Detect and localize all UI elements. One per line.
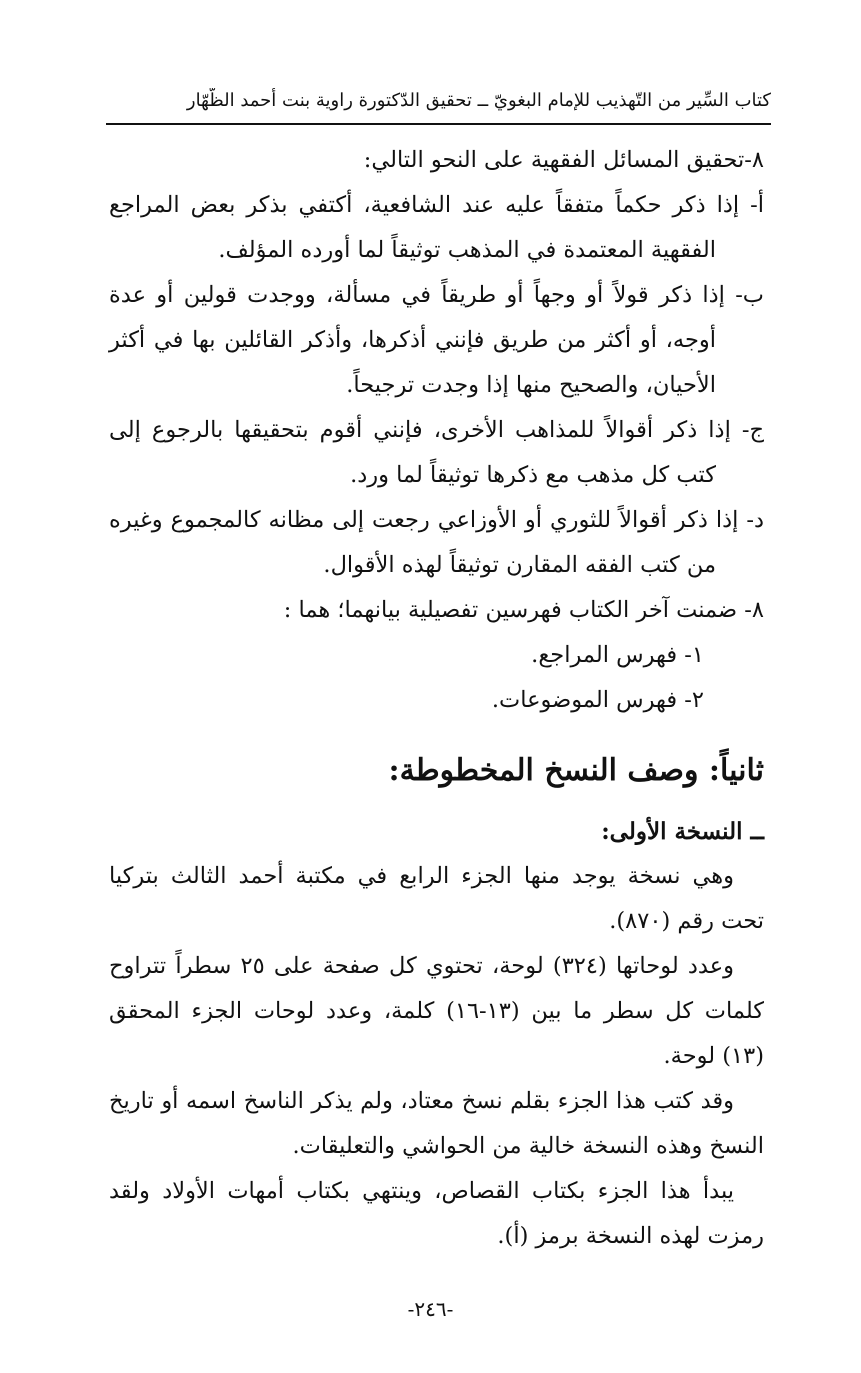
- item-8-point-a: أ- إذا ذكر حكماً متفقاً عليه عند الشافعية، أكتفي بذكر بعض المراجع الفقهية المعتمدة في المذهب توثيقاً لما أورده المؤلف.: [109, 192, 764, 263]
- item-8-point-c: ج- إذا ذكر أقوالاً للمذاهب الأخرى، فإنني أقوم بتحقيقها بالرجوع إلى كتب كل مذهب مع ذكرها توثيقاً لما ورد.: [109, 417, 764, 488]
- item-8-heading: ٨-تحقيق المسائل الفقهية على النحو التالي:: [363, 147, 764, 173]
- header-rule: [106, 123, 771, 125]
- first-copy-paragraph-3: وقد كتب هذا الجزء بقلم نسخ معتاد، ولم يذكر الناسخ اسمه أو تاريخ النسخ وهذه النسخة خالية من الحواشي والتعليقات.: [109, 1088, 764, 1159]
- item-8-point-d: د- إذا ذكر أقوالاً للثوري أو الأوزاعي رجعت إلى مظانه كالمجموع وغيره من كتب الفقه المقارن توثيقاً لهذه الأقوال.: [109, 507, 764, 578]
- body-text: [109, 138, 764, 1259]
- index-references: ١- فهرس المراجع.: [531, 642, 704, 668]
- first-copy-heading: ــ النسخة الأولى:: [601, 818, 764, 845]
- first-copy-paragraph-4: يبدأ هذا الجزء بكتاب القصاص، وينتهي بكتاب أمهات الأولاد ولقد رمزت لهذه النسخة برمز (أ).: [109, 1178, 764, 1249]
- page-number: -٢٤٦-: [407, 1297, 454, 1321]
- running-header: كتاب السِّير من التّهذيب للإمام البغويّ ــ تحقيق الدّكتورة راوية بنت أحمد الظّهّار: [186, 90, 771, 111]
- item-8-indexes: ٨- ضمنت آخر الكتاب فهرسين تفصيلية بيانهما؛ هما :: [283, 597, 764, 623]
- first-copy-paragraph-2: وعدد لوحاتها (٣٢٤) لوحة، تحتوي كل صفحة على ٢٥ سطراً تتراوح كلمات كل سطر ما بين (١٣-١٦) كلمة، وعدد لوحات الجزء المحقق (١٣) لوحة.: [109, 953, 764, 1069]
- index-topics: ٢- فهرس الموضوعات.: [491, 687, 704, 713]
- item-8-point-b: ب- إذا ذكر قولاً أو وجهاً أو طريقاً في مسألة، ووجدت قولين أو عدة أوجه، أو أكثر من طريق فإنني أذكرها، وأذكر القائلين بها في أكثر الأحيان، والصحيح منها إذا وجدت ترجيحاً.: [109, 282, 764, 398]
- section-title: ثانياً: وصف النسخ المخطوطة:: [388, 753, 764, 788]
- first-copy-paragraph-1: وهي نسخة يوجد منها الجزء الرابع في مكتبة أحمد الثالث بتركيا تحت رقم (٨٧٠).: [109, 863, 764, 934]
